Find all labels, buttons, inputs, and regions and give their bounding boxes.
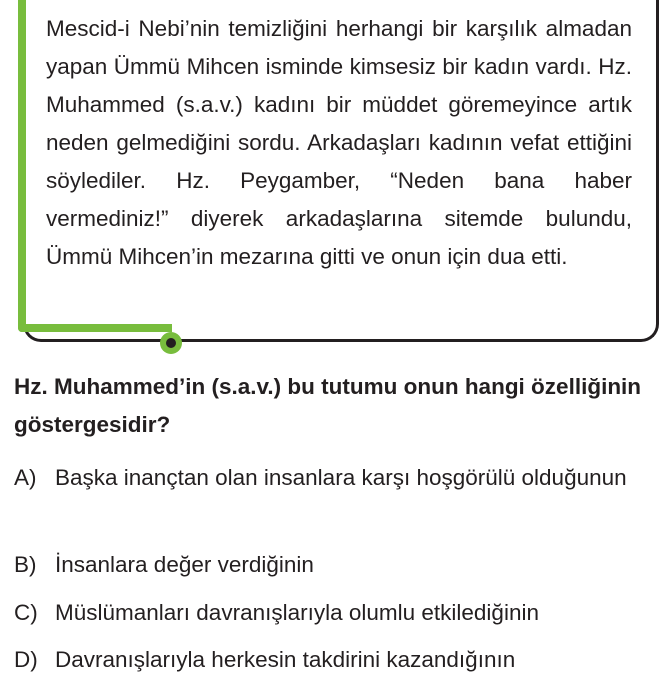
option-a[interactable] bbox=[14, 461, 654, 529]
option-text: Müslümanları davranışlarıyla olumlu etkilediğinin bbox=[55, 600, 539, 625]
option-text: Davranışlarıyla herkesin takdirini kazandığının bbox=[55, 647, 516, 672]
option-letter: B) bbox=[14, 552, 37, 577]
option-text: Başka inançtan olan insanlara karşı hoşgörülü olduğunun bbox=[55, 465, 627, 490]
accent-bar-bottom bbox=[18, 324, 172, 332]
option-text: İnsanlara değer verdiğinin bbox=[55, 552, 314, 577]
passage-text: Mescid-i Nebi’nin temizliğini herhangi bir karşılık almadan yapan Ümmü Mihcen isminde kimsesiz bir kadın vardı. Hz. Muhammed (s.a.v.) kadını bir müddet göremeyince artık neden gelmediğini sordu. Arkadaşları kadının vefat ettiğini söylediler. Hz. Peygamber, “Neden bana haber vermediniz!” diyerek arkadaşlarına sitemde bulundu, Ümmü Mihcen’in mezarına gitti ve onun için dua etti. bbox=[46, 16, 632, 269]
question-text: Hz. Muhammed’in (s.a.v.) bu tutumu onun hangi özelliğinin göstergesidir? bbox=[14, 374, 642, 437]
accent-bar-left bbox=[18, 0, 26, 332]
accent-dot-center bbox=[166, 338, 176, 348]
option-letter: D) bbox=[14, 647, 38, 672]
option-letter: C) bbox=[14, 600, 38, 625]
option-letter: A) bbox=[14, 465, 37, 490]
